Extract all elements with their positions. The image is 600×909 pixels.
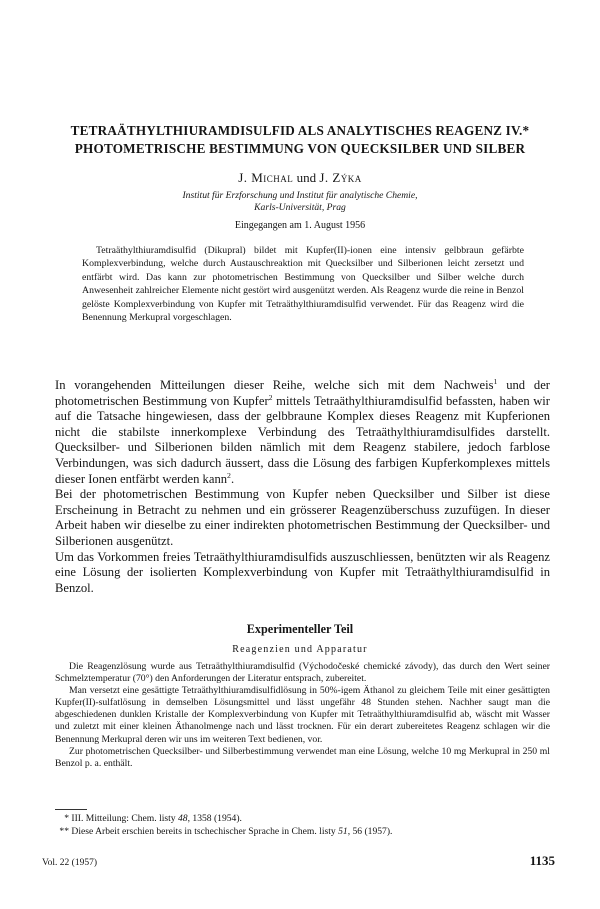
experimental-paragraph-2: Man versetzt eine gesättigte Tetraäthylthiuramdisulfidlösung in 50%-igem Äthanol zu gleichem Teile mit einer gesättigten Kupfer(II)-sulfatlösung in demselben Lösungsmittel und lässt ungefähr 48 Stunden stehen. Nachher saugt man die abgeschiedenen dunklen Kristalle der Komplexverbindung von Kupfer mit Tetraäthylthiuramdisulfid ab, wäscht mit Wasser und zuletzt mit einer kleinen Äthanolmenge nach und lässt trocknen. Für ein derart zubereitetes Reagenz schlagen wir die Benennung Merkupral deren wir uns im weiteren Text bedienen, vor.	[55, 685, 550, 745]
intro-paragraph-1	[55, 378, 550, 487]
volume-line: Vol. 22 (1957)	[42, 858, 97, 868]
intro-p1-text-b: und der photometrischen Bestimmung von Kupfer	[55, 378, 550, 408]
footnote-2-volume: 51	[338, 826, 348, 837]
intro-p1-text-a: In vorangehenden Mitteilungen dieser Reihe, welche sich mit dem Nachweis	[55, 378, 494, 392]
intro-p1-text-c: mittels Tetraäthylthiuramdisulfid befassten, haben wir auf die Tatsache hingewiesen, dass der gelbbraune Komplex dieses Reagenz mit Kupferionen nicht die stabilste innerkomplexe Verbindung des Tetraäthylthiuramdisulfides darstellt. Quecksilber- und Silberionen bilden nämlich mit dem Reagenz stabilere, jedoch farblose Verbindungen, was sich dadurch äussert, dass die Lösung des farbigen Kupferkomplexes mittels dieser Ionen entfärbt werden kann	[55, 393, 551, 486]
footnote-2	[55, 826, 555, 838]
author-conjunction: und	[296, 170, 317, 185]
title-line-1: TETRAÄTHYLTHIURAMDISULFID ALS ANALYTISCHES REAGENZ IV.*	[70, 123, 530, 138]
reference-mark-1: 1	[493, 376, 498, 386]
intro-paragraph-2: Bei der photometrischen Bestimmung von Kupfer neben Quecksilber und Silber ist diese Erscheinung in Betracht zu nehmen und ein grösserer Reagenzüberschuss zuzufügen. In dieser Arbeit haben wir dieselbe zu einer indirekten photometrischen Bestimmung der Quecksilber- und Silberionen ausgenützt.	[55, 487, 550, 548]
experimental-paragraph-1: Die Reagenzlösung wurde aus Tetraäthylthiuramdisulfid (Východočeské chemické závody), das durch den Wert seiner Schmelztemperatur (70°) den Anforderungen der Literatur entsprach, zubereitet.	[55, 661, 550, 685]
experimental-text	[55, 661, 550, 770]
footnote-2-text: Diese Arbeit erschien bereits in tschechischer Sprache in Chem. listy	[71, 826, 339, 837]
affiliation-line-2: Karls-Universität, Prag	[254, 202, 346, 213]
intro-paragraph-3: Um das Vorkommen freies Tetraäthylthiuramdisulfids auszuschliessen, benützten wir als Reagenz eine Lösung der isolierten Komplexverbindung von Kupfer mit Tetraäthylthiuramdisulfid in Benzol.	[55, 549, 550, 595]
affiliation-line-1: Institut für Erzforschung und Institut für analytische Chemie,	[182, 190, 418, 201]
subsection-heading: Reagenzien und Apparatur	[232, 644, 368, 655]
footnote-1	[55, 813, 555, 825]
author-2: J. Zýka	[319, 170, 362, 185]
footnote-1-volume: 48	[178, 813, 188, 824]
reference-mark-3: 2	[227, 470, 231, 480]
title-line-2: PHOTOMETRISCHE BESTIMMUNG VON QUECKSILBER UND SILBER	[74, 141, 526, 156]
page-number: 1135	[529, 853, 555, 868]
intro-p1-end: .	[230, 471, 235, 486]
experimental-paragraph-3: Zur photometrischen Quecksilber- und Silberbestimmung verwendet man eine Lösung, welche 10 mg Merkupral in 250 ml Benzol p. a. enthält.	[55, 745, 550, 769]
section-heading: Experimenteller Teil	[246, 622, 354, 636]
reference-mark-2: 2	[268, 392, 273, 402]
footnote-1-rest: , 1358 (1954).	[187, 813, 242, 824]
footnote-2-mark: **	[59, 826, 69, 837]
footnote-1-text: III. Mitteilung: Chem. listy	[71, 813, 178, 824]
footnote-divider	[55, 809, 87, 810]
abstract: Tetraäthylthiuramdisulfid (Dikupral) bildet mit Kupfer(II)-ionen eine intensiv gelbbraun gefärbte Komplexverbindung, welche durch Austauschreaktion mit Quecksilber und Silberionen leicht zersetzt und entfärbt wird. Das kann zur photometrischen Bestimmung von Quecksilber und Silber welche durch Anwesenheit zahlreicher Elemente nicht gestört wird ausgenützt werden. Als Reagenz wurde die reine in Benzol gelöste Komplexverbindung von Kupfer mit Tetraäthylthiuramdisulfid verwendet. Für das Reagenz wird die Benennung Merkupral vorgeschlagen.	[82, 245, 524, 324]
introduction	[55, 378, 550, 596]
author-line	[0, 170, 600, 186]
footnote-1-mark: *	[64, 813, 69, 824]
author-1: J. Michal	[238, 170, 294, 185]
footnote-2-rest: , 56 (1957).	[347, 826, 393, 837]
received-date: Eingegangen am 1. August 1956	[234, 220, 366, 231]
